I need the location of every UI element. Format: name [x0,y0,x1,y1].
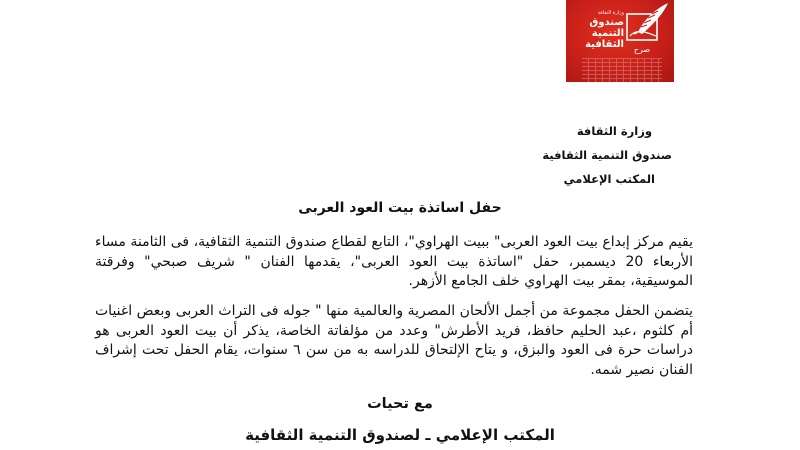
quill-emblem-icon [624,2,670,58]
header-fund: صندوق التنمية الثقافية [542,148,672,162]
body-paragraph-2: يتضمن الحفل مجموعة من أجمل الألحان المصرية والعالمية منها " جوله فى التراث العربى وبعض اغنيات أم كلثوم ،عبد الحليم حافظ، فريد الأطرش" وعدد من مؤلفاتة الخاصة، يذكر أن بيت العود العربى هو دراسات حرة فى العود والبزق، و يتاح الإلتحاق للدراسه به من سن ٦ سنوات، يقام الحفل تحت إشراف الفنان نصير شمه. [95,303,693,378]
logo-line-2: التنمية [591,28,624,39]
closing-greeting: مع تحيات [367,396,433,412]
svg-text:صرح: صرح [633,45,651,54]
logo-pattern [582,58,662,82]
logo-ministry-text: وزارة الثقافة [597,10,624,16]
closing-signature: المكتب الإعلامي ـ لصندوق التنمية الثقافية [245,426,555,444]
document-title: حفل اساتذة بيت العود العربى [298,200,502,216]
header-ministry: وزارة الثقافة [576,124,652,138]
header-block [542,119,672,191]
logo-text [580,10,624,50]
header-media-office: المكتب الإعلامي [563,172,655,186]
logo-line-1: صندوق [589,17,624,28]
body-paragraph-1: يقيم مركز إبداع بيت العود العربى" ببيت الهراوي"، التابع لقطاع صندوق التنمية الثقافية، فى الثامنة مساء الأربعاء 20 ديسمبر، حفل "اساتذة بيت العود العربى"، يقدمها الفنان " شريف صبحي" وفرقتة الموسيقية، بمقر بيت الهراوي خلف الجامع الأزهر. [95,234,693,289]
logo-line-3: الثقافية [585,39,624,50]
fund-logo [566,0,674,82]
